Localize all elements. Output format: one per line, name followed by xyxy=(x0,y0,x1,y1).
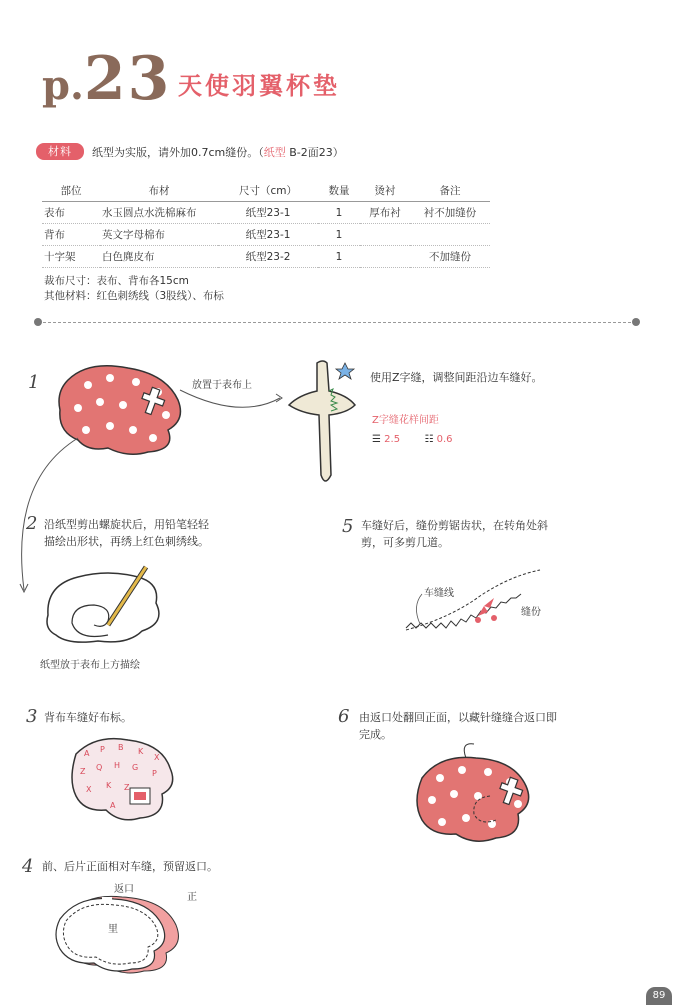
zigzag-setting-title: Z字缝花样间距 xyxy=(372,415,439,426)
table-cell: 1 xyxy=(318,224,360,246)
materials-line-main: 纸型为实版，请外加0.7cm缝份。（ xyxy=(92,146,264,159)
table-cell: 白色麂皮布 xyxy=(100,246,218,268)
step-5-text xyxy=(361,517,548,551)
spiral-pattern-illustration xyxy=(38,565,168,650)
finished-coaster-illustration xyxy=(410,742,538,848)
materials-line-pink: 纸型 xyxy=(263,146,286,159)
svg-text:P: P xyxy=(152,769,157,778)
svg-text:K: K xyxy=(106,781,112,790)
step-1b-text: 使用Z字缝，调整间距沿边车缝好。 xyxy=(370,371,543,384)
table-cell: 背布 xyxy=(42,224,100,246)
zigzag-settings xyxy=(372,434,453,445)
table-cell: 1 xyxy=(318,202,360,224)
table-cell: 英文字母棉布 xyxy=(100,224,218,246)
svg-text:H: H xyxy=(114,761,121,770)
table-cell: 不加缝份 xyxy=(410,246,490,268)
seam-line-label: 车缝线 xyxy=(424,588,454,599)
step-2-text xyxy=(44,516,209,550)
table-cell: 纸型23-1 xyxy=(218,224,318,246)
step-2-line-1: 沿纸型剪出螺旋状后，用铅笔轻轻 xyxy=(44,518,209,531)
page-footer-number: 89 xyxy=(646,987,672,1005)
step-1-note: 放置于表布上 xyxy=(192,380,252,391)
cut-size: 裁布尺寸：表布、背布各15cm xyxy=(44,275,189,287)
svg-text:Z: Z xyxy=(124,783,130,792)
step-3-number: 3 xyxy=(26,706,38,727)
step-2-number: 2 xyxy=(26,513,38,534)
table-cell: 纸型23-2 xyxy=(218,246,318,268)
step-5-line-1: 车缝好后，缝份剪锯齿状，在转角处斜 xyxy=(361,519,548,532)
page-prefix: p. xyxy=(42,62,84,109)
svg-text:A: A xyxy=(84,749,90,758)
col-header: 布材 xyxy=(100,180,218,202)
svg-text:P: P xyxy=(100,745,105,754)
right-side-label: 正 xyxy=(187,892,197,903)
stitch-width-icon: ☰ xyxy=(372,434,381,445)
table-cell: 衬不加缝份 xyxy=(410,202,490,224)
page-title: 天使羽翼杯垫 xyxy=(178,72,340,100)
table-cell: 纸型23-1 xyxy=(218,202,318,224)
table-cell: 十字架 xyxy=(42,246,100,268)
other-materials: 其他材料：红色刺绣线（3股线）、布标 xyxy=(44,290,224,302)
sewn-pieces-illustration xyxy=(54,885,189,975)
stitch-width-value: 2.5 xyxy=(384,434,401,445)
step-2-note: 纸型放于表布上方描绘 xyxy=(40,660,140,671)
zigzag-trim-illustration xyxy=(400,566,550,636)
col-header: 尺寸（cm） xyxy=(218,180,318,202)
page-number: 23 xyxy=(83,44,172,114)
step-6-number: 6 xyxy=(338,706,350,727)
svg-text:Z: Z xyxy=(80,767,86,776)
materials-line-end: B-2面23） xyxy=(285,146,344,159)
step-6-text xyxy=(359,709,557,743)
step-4-number: 4 xyxy=(22,856,34,877)
col-header: 备注 xyxy=(410,180,490,202)
svg-text:X: X xyxy=(86,785,92,794)
col-header: 烫衬 xyxy=(360,180,410,202)
step-6-line-2: 完成。 xyxy=(359,728,392,741)
stitch-length-value: 0.6 xyxy=(436,434,453,445)
svg-text:Q: Q xyxy=(96,763,103,772)
stitch-length-icon: ☷ xyxy=(424,434,434,445)
col-header: 数量 xyxy=(318,180,360,202)
svg-text:B: B xyxy=(118,743,124,752)
cross-illustration xyxy=(285,355,365,495)
svg-text:A: A xyxy=(110,801,116,810)
svg-text:X: X xyxy=(154,753,160,762)
step-4-text: 前、后片正面相对车缝，预留返口。 xyxy=(42,860,218,873)
seam-allowance-label: 缝份 xyxy=(521,607,541,618)
col-header: 部位 xyxy=(42,180,100,202)
svg-text:G: G xyxy=(132,763,139,772)
opening-label: 返口 xyxy=(114,884,134,895)
table-cell: 表布 xyxy=(42,202,100,224)
table-cell: 厚布衬 xyxy=(360,202,410,224)
letter-fabric-illustration xyxy=(66,730,181,826)
step-5-number: 5 xyxy=(342,516,354,537)
materials-badge: 材料 xyxy=(36,143,84,160)
step-2-line-2: 描绘出形状，再绣上红色刺绣线。 xyxy=(44,535,209,548)
step-1-number: 1 xyxy=(28,372,40,393)
step-3-text: 背布车缝好布标。 xyxy=(44,711,132,724)
wrong-side-label: 里 xyxy=(108,924,118,935)
table-cell: 水玉圆点水洗棉麻布 xyxy=(100,202,218,224)
table-cell: 1 xyxy=(318,246,360,268)
svg-text:K: K xyxy=(138,747,144,756)
step-6-line-1: 由返口处翻回正面，以藏针缝缝合返口即 xyxy=(359,711,557,724)
step-5-line-2: 剪，可多剪几道。 xyxy=(361,536,449,549)
